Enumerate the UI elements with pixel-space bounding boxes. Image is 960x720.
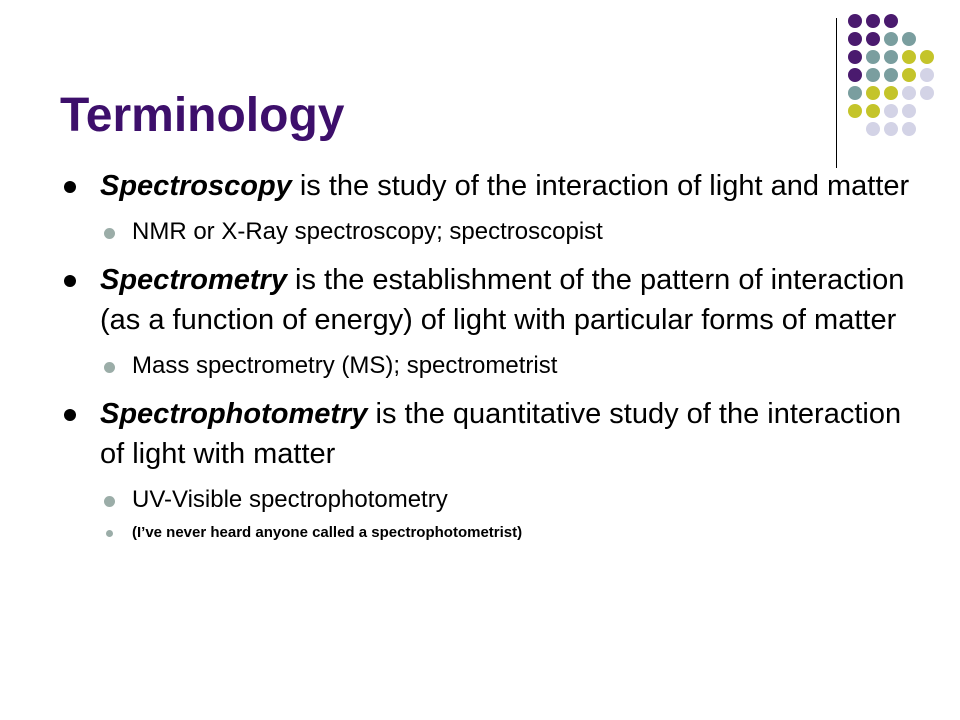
sub-bullet-dot-icon	[104, 228, 115, 239]
term-spectroscopy: Spectroscopy	[100, 170, 292, 202]
decorative-dot	[866, 50, 880, 64]
slide-body	[60, 166, 920, 556]
bullet-item-spectrophotometry	[60, 394, 920, 474]
sub-bullet-item	[60, 216, 920, 248]
decorative-dot	[884, 14, 898, 28]
vertical-divider-line	[836, 18, 837, 168]
slide-title: Terminology	[60, 89, 345, 142]
decorative-dot	[884, 50, 898, 64]
sub-bullet-item	[60, 350, 920, 382]
sub-bullet-text: UV-Visible spectrophotometry	[132, 486, 448, 513]
sub-bullet-text: Mass spectrometry (MS); spectrometrist	[132, 352, 558, 379]
term-spectrometry: Spectrometry	[100, 264, 287, 296]
decorative-dot	[866, 32, 880, 46]
decorative-dot	[866, 14, 880, 28]
decorative-dot	[848, 86, 862, 100]
definition-spectroscopy: is the study of the interaction of light and matter	[291, 170, 910, 202]
bullet-dot-icon	[64, 275, 76, 287]
decorative-dot	[902, 68, 916, 82]
decorative-dot	[902, 32, 916, 46]
decorative-dot	[848, 68, 862, 82]
sub-bullet-dot-icon	[104, 496, 115, 507]
decorative-dot	[866, 104, 880, 118]
decorative-dot	[920, 86, 934, 100]
sub-bullet-item	[60, 484, 920, 516]
decorative-dot	[902, 104, 916, 118]
sub-bullet-text: NMR or X-Ray spectroscopy; spectroscopist	[132, 218, 603, 245]
decorative-dot	[848, 14, 862, 28]
bullet-item-spectroscopy	[60, 166, 920, 206]
sub-bullet-dot-icon	[106, 530, 113, 537]
decorative-dot	[902, 122, 916, 136]
definition-spectrometry: is the establishment of the pattern of interaction (as a function of energy) of light with particular forms of matter	[100, 264, 905, 336]
decorative-dot	[866, 68, 880, 82]
bullet-dot-icon	[64, 409, 76, 421]
sub-bullet-note-text: (I’ve never heard anyone called a spectrophotometrist)	[132, 524, 523, 541]
term-spectrophotometry: Spectrophotometry	[100, 398, 368, 430]
decorative-dot	[848, 32, 862, 46]
decorative-dot	[848, 50, 862, 64]
decorative-dot	[884, 104, 898, 118]
decorative-dot	[848, 104, 862, 118]
definition-spectrophotometry: is the quantitative study of the interaction of light with matter	[100, 398, 902, 470]
decorative-dot	[866, 122, 880, 136]
dot-pattern-decoration	[0, 0, 960, 170]
decorative-dot	[902, 86, 916, 100]
sub-bullet-dot-icon	[104, 362, 115, 373]
decorative-dot	[884, 86, 898, 100]
decorative-dot	[920, 68, 934, 82]
decorative-dot	[920, 50, 934, 64]
decorative-dot	[902, 50, 916, 64]
decorative-dot	[866, 86, 880, 100]
bullet-dot-icon	[64, 181, 76, 193]
decorative-dot	[884, 32, 898, 46]
bullet-item-spectrometry	[60, 260, 920, 340]
decorative-dot	[884, 122, 898, 136]
sub-bullet-note	[60, 522, 920, 544]
decorative-dot	[884, 68, 898, 82]
